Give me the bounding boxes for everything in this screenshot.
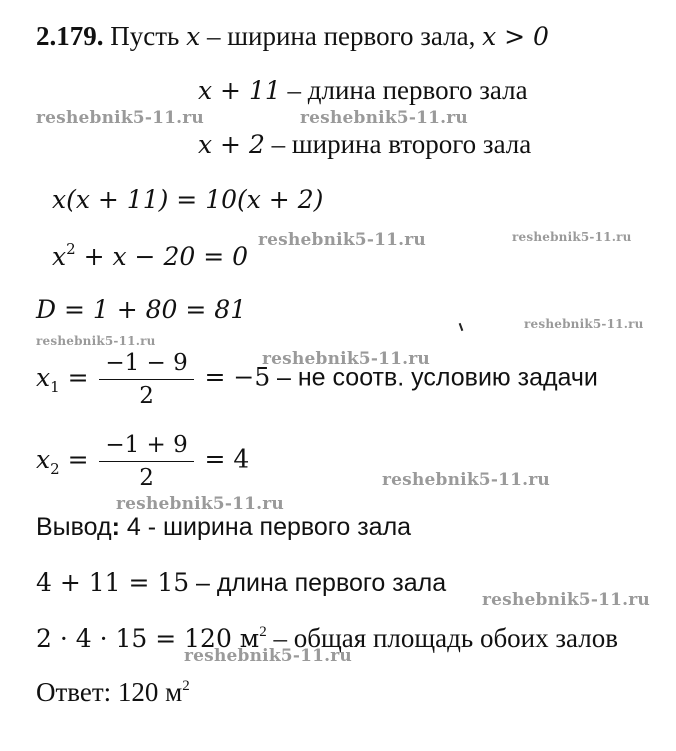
x1-denominator: 2: [139, 383, 154, 409]
x1-name: x: [36, 362, 51, 392]
length-result-line: [36, 566, 446, 599]
watermark: reshebnik5-11.ru: [36, 108, 204, 128]
answer-exponent: 2: [182, 678, 190, 694]
area-exponent: 2: [259, 624, 267, 640]
quadratic-base: x: [52, 242, 67, 271]
equation-area-text: x(x + 11) = 10(x + 2): [52, 185, 324, 214]
x2-fraction: [99, 432, 193, 491]
discriminant: [36, 294, 246, 326]
equation-quadratic: [52, 241, 248, 273]
x2-numerator: −1 + 9: [99, 432, 193, 462]
problem-definition: – ширина первого зала,: [206, 21, 476, 51]
watermark: reshebnik5-11.ru: [524, 317, 644, 331]
x2-subscript: 2: [50, 459, 60, 478]
x2-denominator: 2: [139, 465, 154, 491]
x2-name: x: [36, 444, 51, 474]
watermark: reshebnik5-11.ru: [36, 334, 156, 348]
root-x1: $x_1$ = $\frac{-1 - 9}{2}$ = −5 – не соотв. условию задачи: [36, 350, 598, 409]
quadratic-rest: + x − 20 = 0: [83, 242, 249, 271]
conclusion-text: 4 - ширина первого зала: [126, 513, 412, 541]
watermark: reshebnik5-11.ru: [258, 230, 426, 250]
watermark: reshebnik5-11.ru: [382, 470, 550, 490]
conclusion-line: Вывод: 4 - ширина первого зала: [36, 513, 412, 541]
answer-line: [36, 676, 190, 708]
watermark: reshebnik5-11.ru: [300, 108, 468, 128]
area-result-expr: 2 · 4 · 15 = 120 м: [36, 624, 260, 653]
watermark: reshebnik5-11.ru: [262, 349, 430, 369]
conclusion-label: Вывод: [36, 513, 112, 541]
definition-width-second: [198, 128, 531, 161]
x1-subscript: 1: [50, 377, 60, 396]
watermark: reshebnik5-11.ru: [116, 494, 284, 514]
answer-text: Ответ: 120 м: [36, 677, 183, 707]
x1-fraction: [99, 350, 193, 409]
discriminant-text: D = 1 + 80 = 81: [36, 295, 247, 324]
area-result-text: – общая площадь обоих залов: [273, 623, 618, 653]
x1-result: = −5: [204, 362, 271, 392]
problem-number: 2.179.: [36, 21, 104, 51]
root-x2: $x_2$ = $\frac{-1 + 9}{2}$ = 4: [36, 432, 250, 491]
length-result-text: – длина первого зала: [195, 569, 447, 597]
domain-condition: x > 0: [482, 22, 549, 51]
length-expression: x + 11: [198, 76, 281, 105]
x1-note: – не соотв. условию задачи: [277, 363, 598, 392]
length-label: – длина первого зала: [287, 75, 528, 105]
watermark: reshebnik5-11.ru: [482, 590, 650, 610]
quadratic-exponent: 2: [66, 240, 76, 258]
problem-statement: [36, 20, 549, 53]
variable-x: x: [186, 22, 201, 51]
definition-length-first: [198, 74, 528, 107]
length-result-expr: 4 + 11 = 15: [36, 568, 190, 597]
problem-intro: Пусть: [110, 21, 180, 51]
equation-area: [52, 184, 323, 216]
watermark: reshebnik5-11.ru: [184, 646, 352, 666]
watermark: reshebnik5-11.ru: [512, 230, 632, 244]
stray-mark: [459, 323, 464, 331]
x1-numerator: −1 − 9: [99, 350, 193, 380]
x2-result: = 4: [204, 444, 250, 474]
width-label: – ширина второго зала: [271, 129, 532, 159]
width-expression: x + 2: [198, 130, 265, 159]
